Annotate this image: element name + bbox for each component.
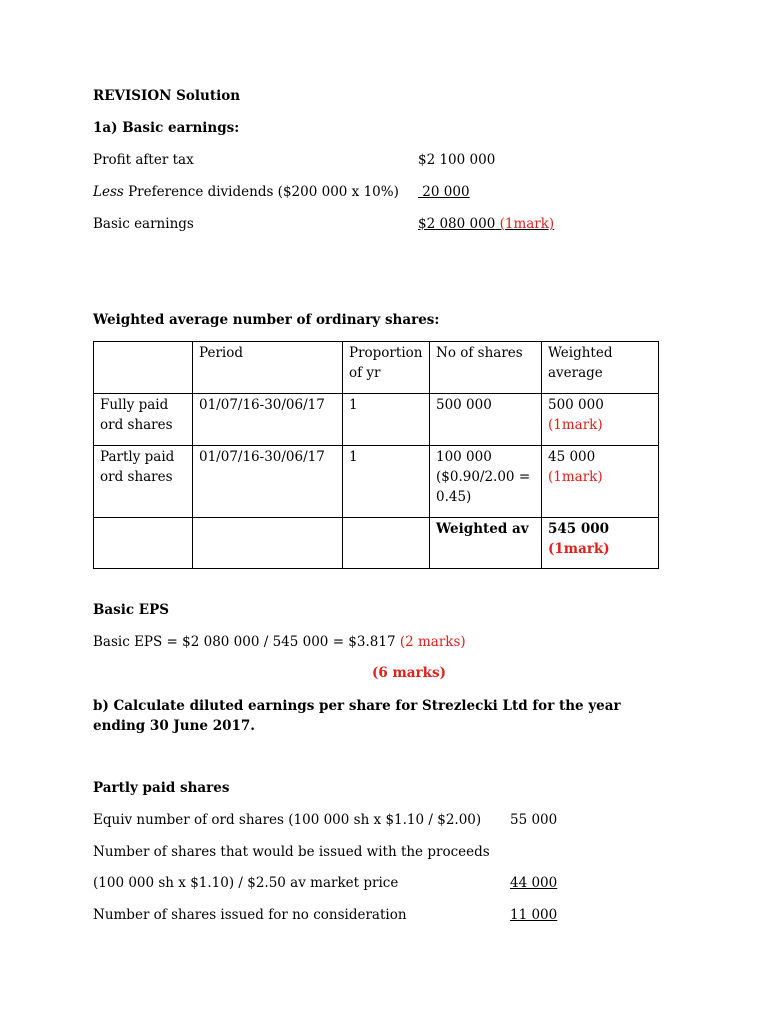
market-price-calc-label: (100 000 sh x $1.10) / $2.50 av market price [93,875,399,891]
header-cell-weighted: Weighted average [542,342,659,394]
total-marks: (6 marks) [372,665,446,681]
market-price-calc-value: 44 000 [510,875,558,891]
row-mark: (1mark) [548,417,603,433]
no-consideration-value: 11 000 [510,907,558,923]
table-header-row [94,342,659,394]
header-cell-proportion: Proportion of yr [343,342,430,394]
total-label: Weighted av [430,518,542,569]
table-row [94,446,659,518]
row-shares-note: ($0.90/2.00 = 0.45) [436,469,531,505]
row-shares-cell [430,446,542,518]
basic-earnings-label: Basic earnings [93,216,194,232]
total-cell [542,518,659,569]
basic-earnings-value-row [418,215,554,233]
partly-paid-heading: Partly paid shares [93,780,230,796]
row-proportion: 1 [343,394,430,446]
row-label: Partly paid ord shares [94,446,193,518]
row-mark: (1mark) [548,469,603,485]
equiv-shares-value: 55 000 [510,812,558,828]
row-weighted-cell [542,446,659,518]
row-weighted: 45 000 [548,449,596,465]
empty-cell [94,518,193,569]
header-cell-shares: No of shares [430,342,542,394]
weighted-average-heading: Weighted average number of ordinary shares: [93,312,440,328]
profit-after-tax-value: $2 100 000 [418,152,496,168]
row-period: 01/07/16-30/06/17 [193,394,343,446]
row-proportion: 1 [343,446,430,518]
table-total-row [94,518,659,569]
row-shares: 500 000 [430,394,542,446]
weighted-average-table [93,341,659,569]
profit-after-tax-label [93,151,194,169]
preference-dividends-label [93,183,399,201]
row-weighted-cell [542,394,659,446]
header-cell-period: Period [193,342,343,394]
row-shares: 100 000 [436,449,492,465]
preference-dividends-value: 20 000 [418,184,470,200]
basic-earnings-mark: (1mark) [499,216,555,232]
empty-cell [193,518,343,569]
empty-cell [343,518,430,569]
basic-eps-formula: Basic EPS = $2 080 000 / 545 000 = $3.817 [93,634,396,650]
header-cell-label [94,342,193,394]
part-b-heading: b) Calculate diluted earnings per share for Strezlecki Ltd for the year ending 30 June 2017. [93,698,621,734]
part-a-heading: 1a) Basic earnings: [93,120,240,136]
row-weighted: 500 000 [548,397,604,413]
no-consideration-label: Number of shares issued for no consideration [93,907,407,923]
label-text: Preference dividends ($200 000 x 10%) [123,184,399,200]
document-title: REVISION Solution [93,88,241,104]
label-text: Profit after tax [93,152,194,168]
less-italic: Less [93,184,124,200]
row-period: 01/07/16-30/06/17 [193,446,343,518]
equiv-shares-label: Equiv number of ord shares (100 000 sh x $1.10 / $2.00) [93,812,482,828]
basic-eps-line [93,633,466,651]
total-value: 545 000 [548,521,610,537]
row-label: Fully paid ord shares [94,394,193,446]
table-row [94,394,659,446]
total-mark: (1mark) [548,541,610,557]
basic-eps-heading: Basic EPS [93,602,169,618]
basic-earnings-value: $2 080 000 [418,216,496,232]
basic-eps-mark: (2 marks) [399,634,466,650]
shares-issued-proceeds-label: Number of shares that would be issued with the proceeds [93,844,490,860]
